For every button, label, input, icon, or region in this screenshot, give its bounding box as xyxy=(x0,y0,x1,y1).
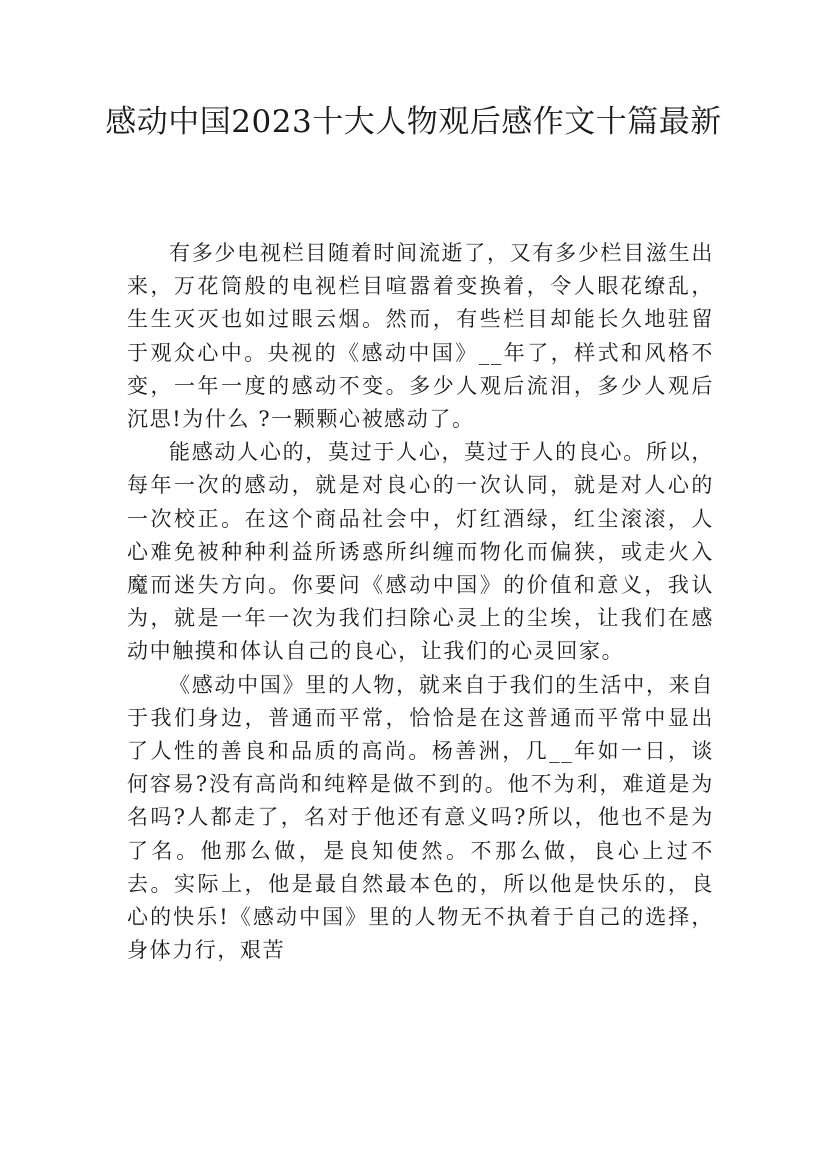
paragraph-1: 有多少电视栏目随着时间流逝了，又有多少栏目滋生出来，万花筒般的电视栏目喧嚣着变换着，令人眼花缭乱，生生灭灭也如过眼云烟。然而，有些栏目却能长久地驻留于观众心中。央视的《感动中国》__年了，样式和风格不变，一年一度的感动不变。多少人观后流泪，多少人观后沉思!为什么 ?一颗颗心被感动了。 xyxy=(127,241,714,432)
document-title: 感动中国2023十大人物观后感作文十篇最新 xyxy=(105,104,722,140)
document-body xyxy=(127,237,714,967)
paragraph-3: 《感动中国》里的人物，就来自于我们的生活中，来自于我们身边，普通而平常，恰恰是在这普通而平常中显出了人性的善良和品质的高尚。杨善洲，几__年如一日，谈何容易?没有高尚和纯粹是做不到的。他不为利，难道是为名吗?人都走了，名对于他还有意义吗?所以，他也不是为了名。他那么做，是良知使然。不那么做，良心上过不去。实际上，他是最自然最本色的，所以他是快乐的，良心的快乐!《感动中国》里的人物无不执着于自己的选择，身体力行，艰苦 xyxy=(127,672,714,963)
paragraph-2: 能感动人心的，莫过于人心，莫过于人的良心。所以，每年一次的感动，就是对良心的一次认同，就是对人心的一次校正。在这个商品社会中，灯红酒绿，红尘滚滚，人心难免被种种利益所诱惑所纠缠而物化而偏狭，或走火入魔而迷失方向。你要问《感动中国》的价值和意义，我认为，就是一年一次为我们扫除心灵上的尘埃，让我们在感动中触摸和体认自己的良心，让我们的心灵回家。 xyxy=(127,440,714,664)
